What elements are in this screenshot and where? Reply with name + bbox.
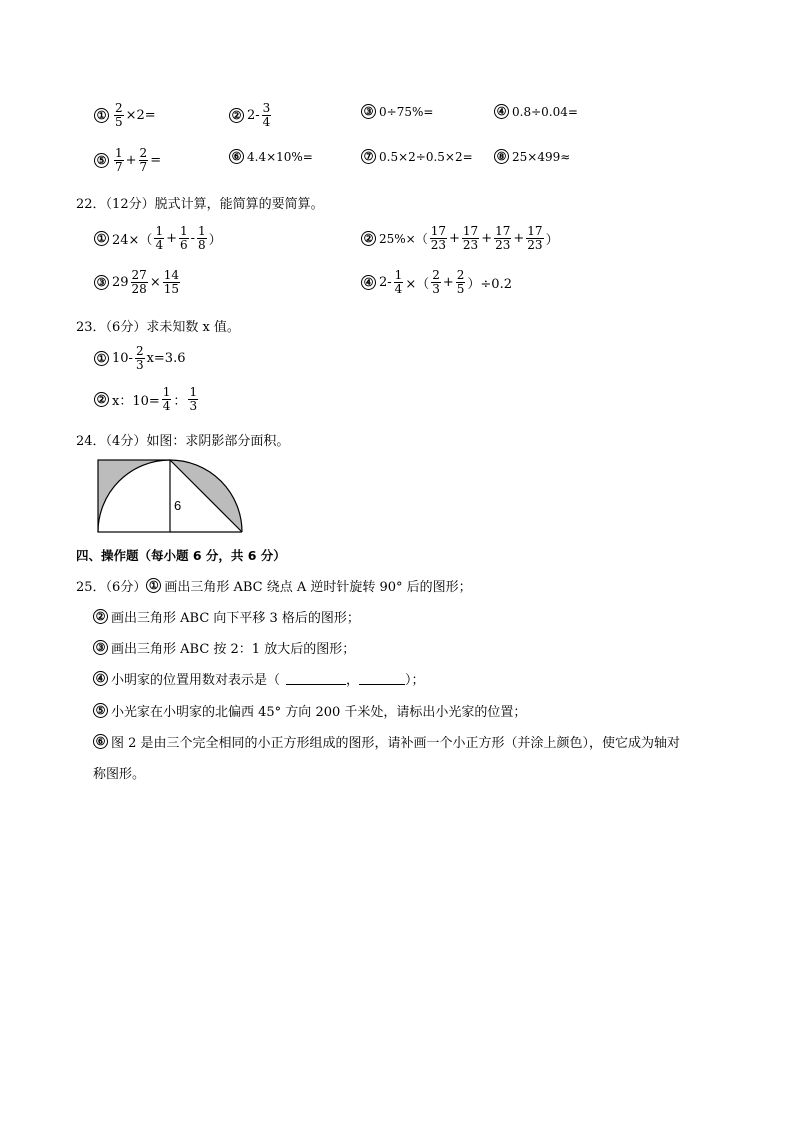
q23-item-2: [94, 386, 200, 413]
expression: ×2=: [125, 108, 156, 123]
fraction: $\frac{2}{3}$: [135, 344, 144, 372]
q22-item-4: [361, 269, 512, 296]
item-number: ③: [361, 104, 376, 119]
fraction: $\frac{1}{4}$: [394, 268, 403, 296]
q21-item-3: [361, 104, 433, 119]
q21-item-6: [229, 149, 313, 164]
q21-item-2: [229, 102, 273, 129]
fraction: $\frac{1}{4}$: [155, 224, 164, 252]
expression: 0÷75%=: [379, 104, 434, 119]
item-number: ⑤: [94, 153, 109, 168]
q25-line-5: [93, 701, 526, 720]
item-number: ②: [229, 108, 244, 123]
answer-blank-2[interactable]: [359, 672, 405, 685]
item-number: ①: [146, 578, 161, 593]
instruction-text: 图 2 是由三个完全相同的小正方形组成的图形，请补画一个小正方形（并涂上颜色），使它成为轴对: [111, 736, 681, 751]
operator: +: [513, 231, 525, 246]
q22-item-2: [361, 225, 559, 252]
fraction: $\frac{2}{5}$: [456, 268, 465, 296]
q25-line-1: [76, 576, 472, 595]
expression: ）÷0.2: [467, 277, 512, 292]
q25-line-6-continuation: 称图形。: [93, 767, 146, 782]
fraction: $\frac{14}{15}$: [163, 268, 180, 296]
expression: 4.4×10%=: [247, 149, 313, 164]
expression: 24×（: [112, 233, 153, 248]
fraction: $\frac{1}{6}$: [179, 224, 188, 252]
q21-item-7: [361, 149, 473, 164]
separator: ，: [346, 673, 360, 688]
fraction: $\frac{1}{4}$: [162, 385, 171, 413]
operator: ×: [149, 275, 161, 290]
item-number: ⑥: [93, 734, 108, 749]
operator: +: [442, 275, 454, 290]
fraction: $\frac{2}{3}$: [432, 268, 440, 296]
operator: ：: [173, 394, 187, 409]
q21-item-4: [494, 104, 578, 119]
q22-title: 22．（12分）脱式计算，能简算的要简算。: [76, 197, 324, 212]
item-number: ②: [361, 231, 376, 246]
expression: 0.5×2÷0.5×2=: [379, 149, 473, 164]
shaded-area-figure: [96, 458, 246, 534]
q21-item-1: [94, 102, 156, 129]
expression: 25%×（: [379, 232, 428, 246]
question-number: 25．（6分）: [76, 580, 147, 595]
q21-item-5: [94, 147, 161, 174]
expression: 2-: [379, 275, 392, 290]
item-number: ④: [361, 275, 376, 290]
q22-item-1: [94, 225, 222, 252]
item-number: ⑧: [494, 149, 509, 164]
expression: ）: [545, 233, 559, 248]
instruction-text: 小光家在小明家的北偏西 45° 方向 200 千米处，请标出小光家的位置；: [111, 705, 527, 720]
item-number: ①: [94, 351, 109, 366]
expression: ）: [208, 233, 222, 248]
fraction: $\frac{17}{23}$: [527, 224, 543, 252]
q25-line-4: [93, 669, 425, 688]
expression: 0.8÷0.04=: [512, 104, 578, 119]
fraction: $\frac{3}{4}$: [262, 101, 271, 129]
item-number: ②: [94, 392, 109, 407]
item-number: ③: [94, 275, 109, 290]
answer-blank-1[interactable]: [286, 672, 346, 685]
instruction-text: ）；: [405, 673, 425, 688]
item-number: ②: [93, 609, 108, 624]
item-number: ⑦: [361, 149, 376, 164]
q24-title: 24．（4分）如图：求阴影部分面积。: [76, 434, 290, 449]
operator: -: [190, 231, 196, 246]
operator: +: [481, 231, 493, 246]
q25-line-2: [93, 607, 360, 626]
operator: +: [166, 231, 177, 246]
fraction: $\frac{2}{7}$: [139, 146, 148, 174]
instruction-text: 小明家的位置用数对表示是（: [111, 673, 281, 688]
q23-title: 23．（6分）求未知数 x 值。: [76, 320, 240, 335]
fraction: $\frac{2}{5}$: [115, 101, 123, 129]
shaded-corner-region: [98, 460, 170, 532]
q25-line-3: [93, 638, 355, 657]
fraction: $\frac{17}{23}$: [430, 224, 447, 252]
item-number: ①: [94, 108, 109, 123]
instruction-text: 画出三角形 ABC 绕点 A 逆时针旋转 90° 后的图形；: [164, 580, 472, 595]
expression: 2-: [247, 108, 260, 123]
q23-item-1: [94, 345, 185, 372]
q21-item-8: [494, 149, 570, 164]
instruction-text: 画出三角形 ABC 按 2：1 放大后的图形；: [111, 642, 356, 657]
item-number: ⑥: [229, 149, 244, 164]
expression: 25×499≈: [512, 149, 571, 164]
q25-line-6: [93, 732, 680, 751]
fraction: $\frac{1}{8}$: [198, 224, 206, 252]
section-heading: 四、操作题（每小题 6 分，共 6 分）: [76, 548, 286, 563]
fraction: $\frac{17}{23}$: [462, 224, 479, 252]
operator: +: [449, 231, 460, 246]
item-number: ③: [93, 640, 108, 655]
fraction: $\frac{17}{23}$: [495, 224, 511, 252]
operator: ×（: [405, 277, 430, 292]
figure-label: 6: [174, 498, 182, 513]
fraction: $\frac{1}{3}$: [189, 385, 198, 413]
fraction: $\frac{1}{7}$: [115, 146, 123, 174]
item-number: ⑤: [93, 703, 108, 718]
operator: +: [125, 153, 137, 168]
expression: x=3.6: [146, 351, 186, 366]
expression: x：10=: [112, 394, 160, 409]
item-number: ①: [94, 231, 109, 246]
expression: =: [150, 153, 162, 168]
q22-item-3: [94, 269, 182, 296]
item-number: ④: [494, 104, 509, 119]
instruction-text: 画出三角形 ABC 向下平移 3 格后的图形；: [111, 611, 360, 626]
item-number: ④: [93, 671, 108, 686]
expression: 29: [112, 275, 129, 290]
fraction: $\frac{27}{28}$: [131, 268, 147, 296]
expression: 10-: [112, 351, 133, 366]
